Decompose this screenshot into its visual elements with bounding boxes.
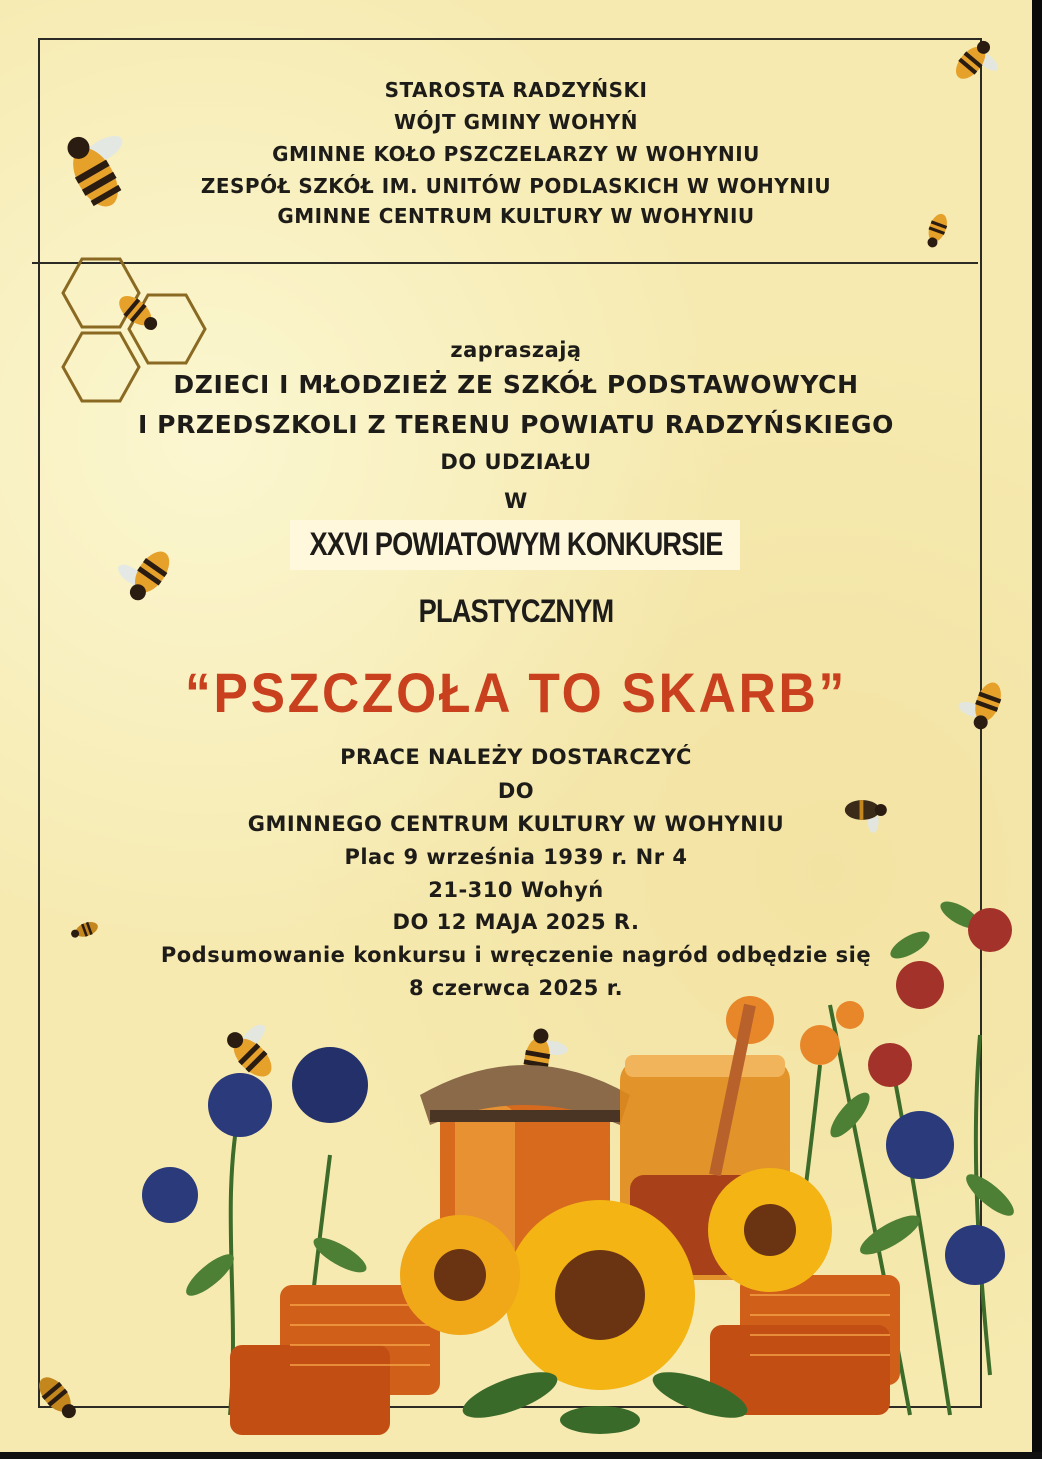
scan-edge (1032, 0, 1042, 1459)
invite-verb: zapraszają (450, 338, 582, 362)
summary-date: 8 czerwca 2025 r. (408, 976, 624, 1000)
bee-icon (912, 205, 962, 255)
honey-flowers-illustration (130, 855, 1032, 1452)
bee-icon (60, 910, 110, 950)
contest-title: “PSZCZOŁA TO SKARB” (184, 661, 848, 724)
delivery-postal: 21-310 Wohyń (428, 878, 604, 902)
invite-line: DZIECI I MŁODZIEŻ ZE SZKÓŁ PODSTAWOWYCH (173, 370, 859, 399)
bee-icon (952, 670, 1022, 740)
invite-line: W (504, 489, 528, 513)
contest-name: XXVI POWIATOWYM KONKURSIE (309, 526, 723, 562)
delivery-deadline: DO 12 MAJA 2025 R. (392, 910, 640, 934)
bee-icon (105, 280, 170, 345)
delivery-line: PRACE NALEŻY DOSTARCZYĆ (340, 745, 692, 769)
invite-line: I PRZEDSZKOLI Z TERENU POWIATU RADZYŃSKIEGO (137, 410, 895, 439)
bee-icon (22, 1362, 92, 1432)
scan-edge (0, 1452, 1042, 1459)
invite-line: DO UDZIAŁU (440, 450, 592, 474)
organizer-line: ZESPÓŁ SZKÓŁ IM. UNITÓW PODLASKICH W WOHYNIU (200, 174, 832, 198)
bee-icon (38, 118, 148, 228)
delivery-line: DO (497, 779, 535, 803)
organizer-line: GMINNE CENTRUM KULTURY W WOHYNIU (277, 204, 755, 228)
bee-icon (830, 780, 900, 840)
contest-name: PLASTYCZNYM (418, 593, 614, 629)
summary-line: Podsumowanie konkursu i wręczenie nagród odbędzie się (160, 943, 872, 967)
organizer-line: STAROSTA RADZYŃSKI (384, 78, 648, 102)
bee-icon (110, 535, 190, 615)
organizer-line: WÓJT GMINY WOHYŃ (393, 110, 639, 134)
delivery-venue: GMINNEGO CENTRUM KULTURY W WOHYNIU (247, 812, 785, 836)
bee-icon (940, 28, 1005, 93)
delivery-street: Plac 9 września 1939 r. Nr 4 (344, 845, 688, 869)
organizer-line: GMINNE KOŁO PSZCZELARZY W WOHYNIU (272, 142, 760, 166)
